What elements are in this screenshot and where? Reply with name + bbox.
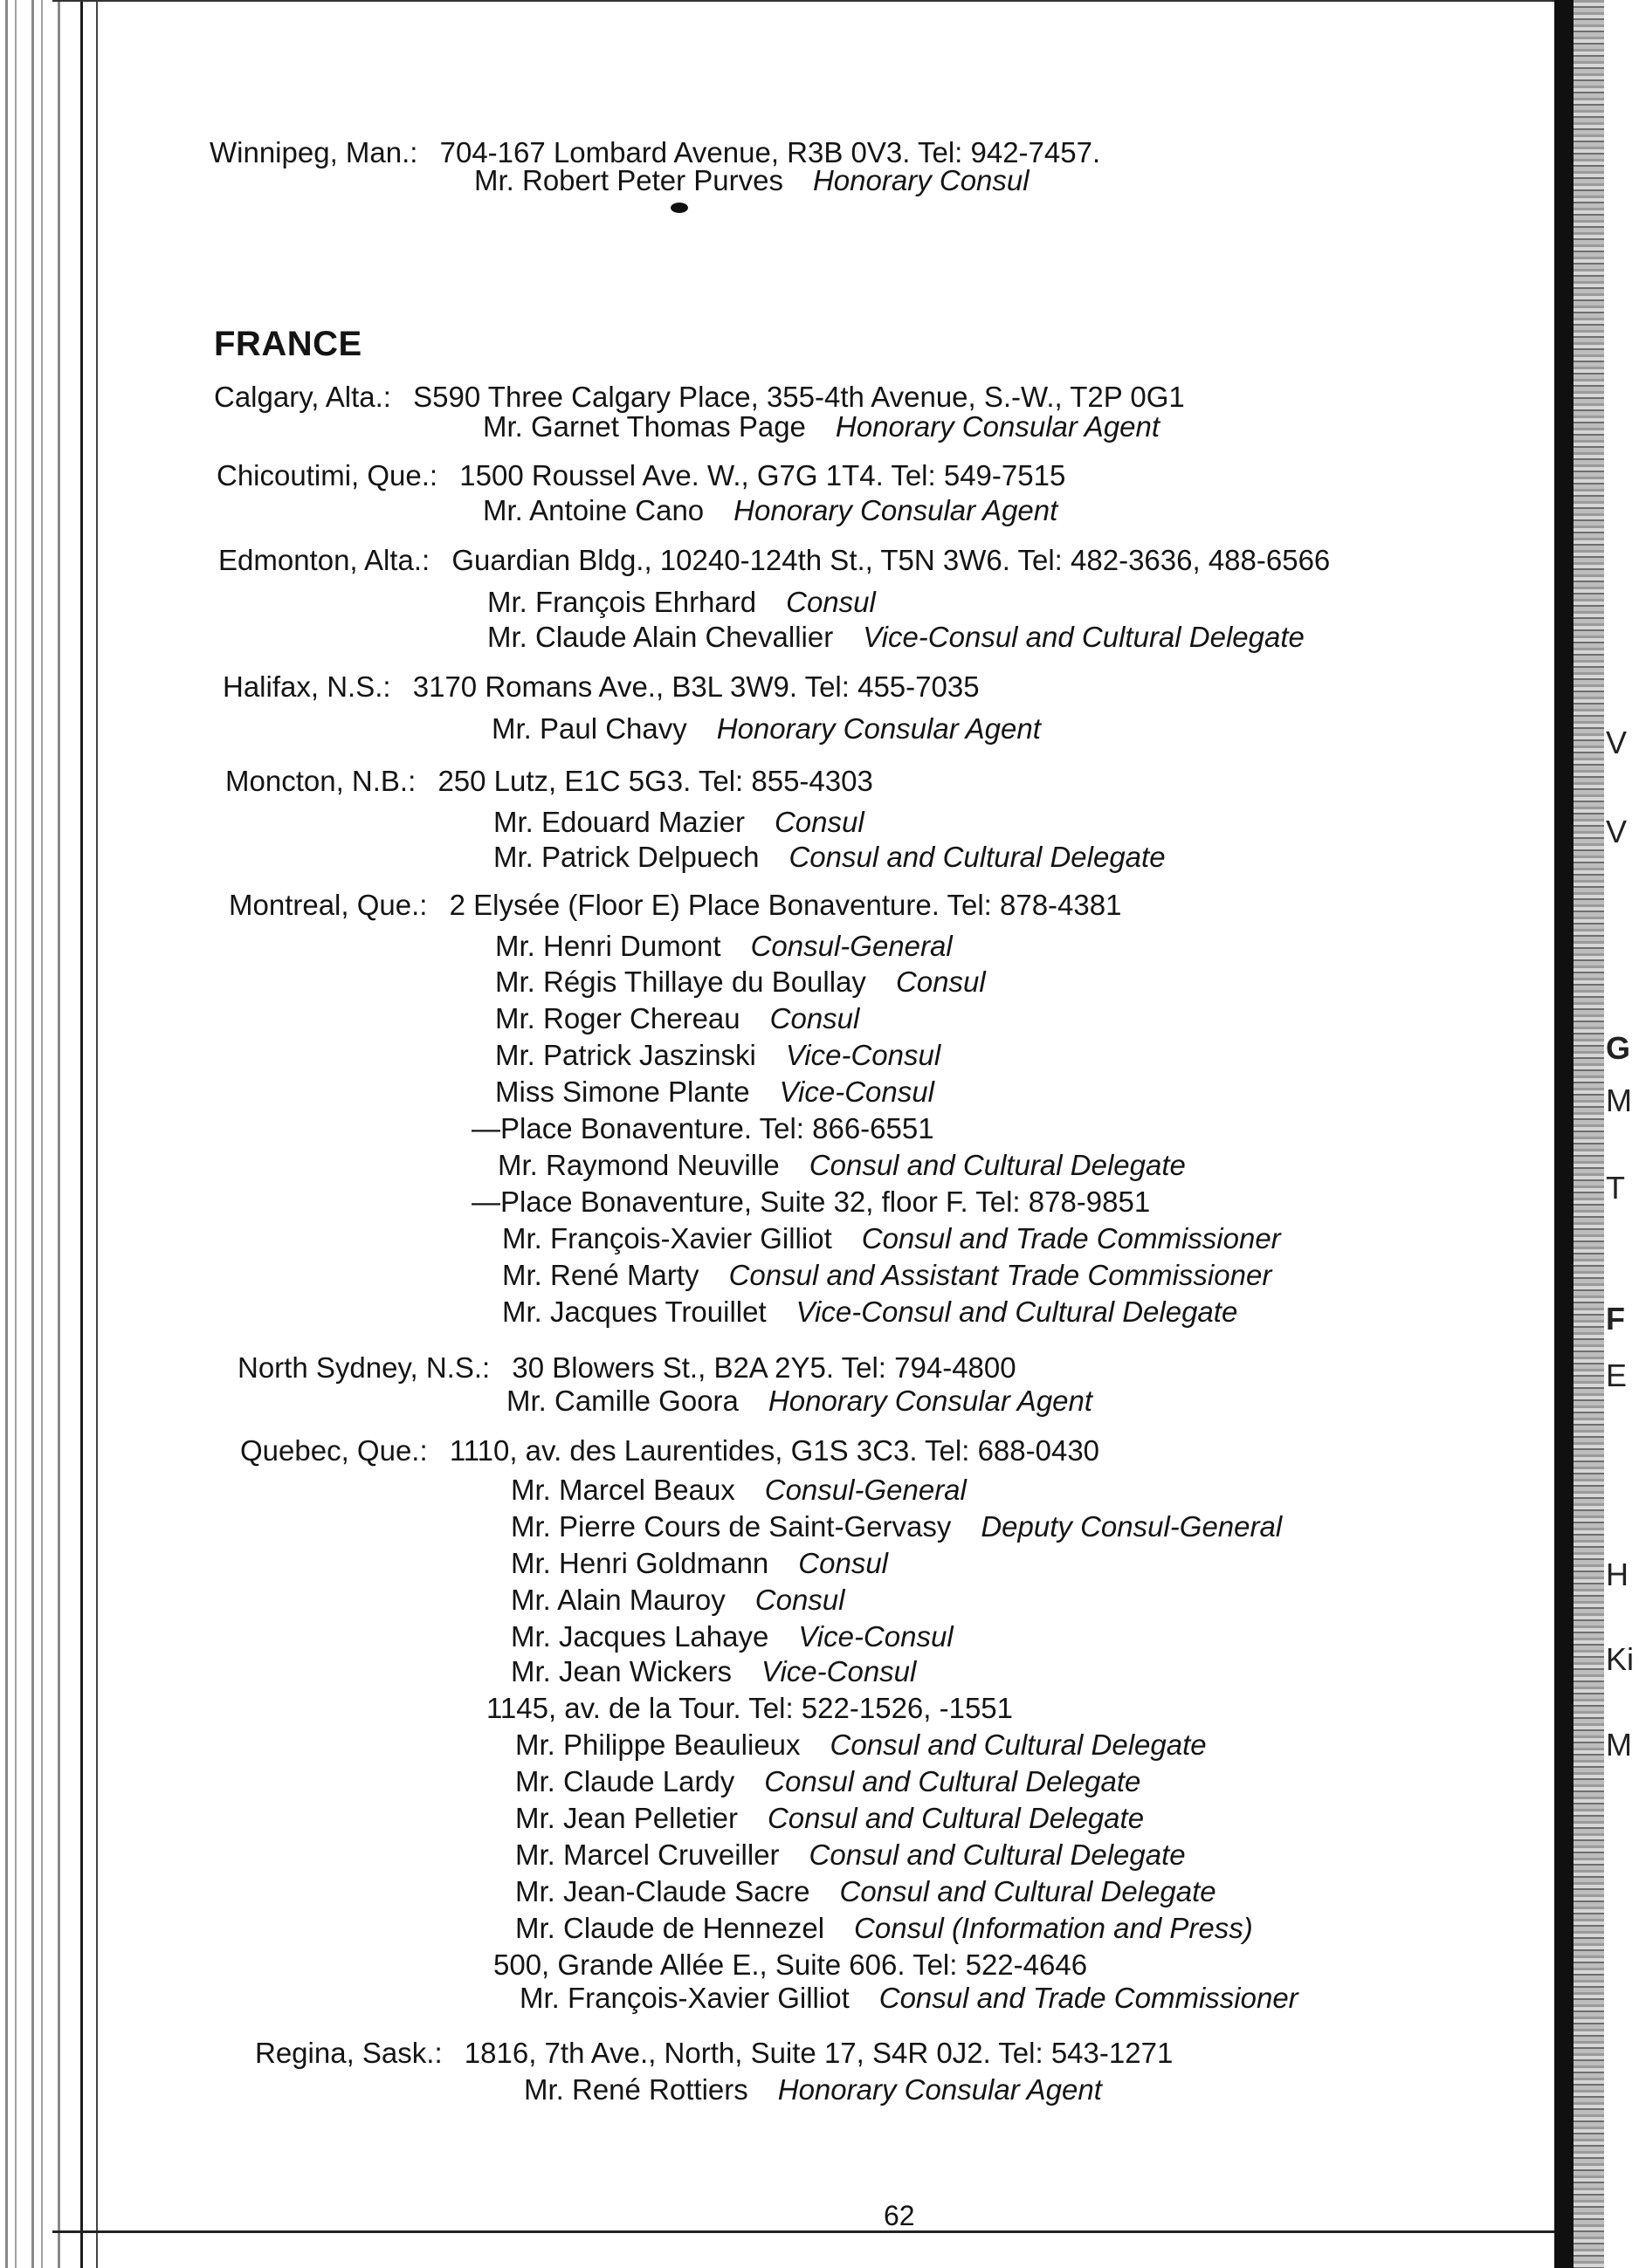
person-title: Consul (Information and Press): [854, 1912, 1253, 1944]
adjacent-page-fragment: V: [1606, 814, 1628, 849]
person-title: Consul and Cultural Delegate: [830, 1728, 1207, 1761]
person-name: Mr. Jacques Trouillet: [502, 1296, 767, 1328]
consulate-entry: [214, 382, 1185, 411]
person-row: [511, 1512, 1282, 1541]
adjacent-page-fragment: G: [1606, 1030, 1631, 1066]
person-title: Consul and Cultural Delegate: [767, 1802, 1145, 1834]
person-name: Mr. Claude Alain Chevallier: [487, 621, 834, 653]
person-title: Consul and Cultural Delegate: [764, 1765, 1141, 1797]
person-name: Mr. Marcel Cruveiller: [515, 1838, 780, 1871]
person-row: [483, 496, 1057, 525]
person-row: [498, 1151, 1186, 1179]
person-name: Mr. Edouard Mazier: [493, 806, 745, 838]
city-label: Calgary, Alta.:: [214, 381, 391, 413]
person-title: Vice-Consul: [779, 1076, 934, 1108]
person-name: Mr. René Marty: [502, 1259, 699, 1291]
person-name: Mr. Claude de Hennezel: [515, 1912, 825, 1944]
person-name: Mr. François-Xavier Gilliot: [520, 1982, 850, 2014]
person-row: [487, 588, 876, 616]
consulate-entry: [217, 461, 1065, 490]
address: 30 Blowers St., B2A 2Y5. Tel: 794-4800: [512, 1351, 1016, 1384]
person-title: Consul and Cultural Delegate: [809, 1838, 1186, 1871]
consulate-entry: [218, 546, 1330, 574]
section-bullet: [671, 203, 688, 213]
person-row: [511, 1622, 954, 1651]
person-name: Mr. Antoine Cano: [483, 494, 705, 526]
sub-address: 1145, av. de la Tour. Tel: 522-1526, -1551: [486, 1692, 1014, 1724]
person-name: Mr. Paul Chavy: [492, 712, 687, 745]
city-label: Montreal, Que.:: [229, 889, 428, 921]
person-row: [506, 1386, 1092, 1415]
address: 1500 Roussel Ave. W., G7G 1T4. Tel: 549-7515: [459, 459, 1066, 491]
person-title: Honorary Consular Agent: [768, 1385, 1093, 1417]
city-label: Winnipeg, Man.:: [210, 136, 418, 168]
person-title: Deputy Consul-General: [981, 1510, 1283, 1543]
person-name: Mr. Jean Wickers: [511, 1655, 733, 1687]
person-row: [515, 1730, 1207, 1759]
person-name: Mr. Patrick Jaszinski: [495, 1039, 756, 1071]
address: S590 Three Calgary Place, 355-4th Avenue, S.-W., T2P 0G1: [413, 381, 1185, 413]
adjacent-page-fragment: T: [1606, 1170, 1625, 1206]
address: 250 Lutz, E1C 5G3. Tel: 855-4303: [437, 765, 873, 797]
person-name: Mr. Jean-Claude Sacre: [515, 1875, 810, 1907]
person-title: Vice-Consul and Cultural Delegate: [863, 621, 1305, 653]
person-title: Consul: [786, 586, 876, 618]
person-title: Honorary Consular Agent: [777, 2073, 1102, 2106]
person-row: [502, 1261, 1271, 1289]
page-number: 62: [884, 2200, 915, 2231]
person-name: Mr. Jacques Lahaye: [511, 1620, 769, 1653]
person-row: [520, 1983, 1298, 2012]
sub-address: —Place Bonaventure. Tel: 866-6551: [472, 1112, 934, 1144]
person-row: [511, 1585, 845, 1614]
sub-address: 500, Grande Allée E., Suite 606. Tel: 522-4646: [493, 1948, 1088, 1981]
adjacent-page-fragment: F: [1606, 1301, 1625, 1337]
person-row: [515, 1840, 1186, 1869]
person-title: Consul: [895, 966, 986, 998]
person-row: [483, 412, 1160, 441]
person-title: Vice-Consul: [785, 1039, 941, 1071]
adjacent-page-fragment: M: [1606, 1082, 1632, 1118]
person-row: [511, 1475, 967, 1504]
adjacent-page-fragment: H: [1606, 1557, 1629, 1592]
person-name: Mr. François Ehrhard: [487, 586, 757, 618]
person-title: Honorary Consular Agent: [733, 494, 1058, 526]
person-title: Consul-General: [764, 1474, 967, 1506]
address: 1816, 7th Ave., North, Suite 17, S4R 0J2. Tel: 543-1271: [464, 2037, 1174, 2069]
adjacent-page-fragment: Ki: [1606, 1641, 1635, 1677]
person-name: Mr. Philippe Beaulieux: [515, 1728, 801, 1761]
person-row: [492, 714, 1041, 743]
person-row: [495, 1041, 940, 1069]
person-name: Mr. Alain Mauroy: [511, 1584, 726, 1616]
city-label: Halifax, N.S.:: [223, 670, 391, 703]
address: Guardian Bldg., 10240-124th St., T5N 3W6. Tel: 482-3636, 488-6566: [451, 544, 1331, 576]
person-row: [495, 931, 953, 960]
person-title: Consul and Trade Commissioner: [878, 1982, 1298, 2014]
city-label: Chicoutimi, Que.:: [217, 459, 438, 491]
person-row: [493, 842, 1166, 871]
sub-address: —Place Bonaventure, Suite 32, floor F. Tel: 878-9851: [472, 1186, 1151, 1218]
person-row: [495, 1004, 859, 1033]
winnipeg-entry: [210, 138, 1100, 167]
person-row: [474, 166, 1030, 195]
person-name: Mr. Raymond Neuville: [498, 1149, 780, 1181]
person-name: Mr. Régis Thillaye du Boullay: [495, 966, 866, 998]
person-row: [502, 1224, 1281, 1253]
person-name: Mr. Patrick Delpuech: [493, 841, 760, 873]
person-row: [524, 2075, 1102, 2104]
person-title: Consul and Trade Commissioner: [861, 1222, 1281, 1254]
person-name: Mr. Robert Peter Purves: [474, 164, 783, 196]
person-row: [511, 1657, 916, 1686]
person-title: Vice-Consul and Cultural Delegate: [795, 1296, 1238, 1328]
person-name: Mr. Marcel Beaux: [511, 1474, 735, 1506]
person-name: Mr. Henri Dumont: [495, 930, 721, 962]
person-row: [515, 1914, 1253, 1942]
person-title: Consul and Cultural Delegate: [839, 1875, 1216, 1907]
adjacent-page-fragment: E: [1606, 1357, 1628, 1393]
city-label: Moncton, N.B.:: [225, 765, 417, 797]
person-row: [502, 1297, 1237, 1326]
person-row: [495, 1077, 934, 1106]
country-heading: FRANCE: [214, 325, 362, 363]
person-title: Consul: [798, 1547, 889, 1579]
person-title: Consul-General: [750, 930, 953, 962]
consulate-entry: [255, 2038, 1173, 2067]
person-name: Mr. Claude Lardy: [515, 1765, 735, 1797]
person-title: Consul: [769, 1002, 860, 1034]
consulate-entry: [225, 766, 873, 795]
consulate-entry: [223, 672, 980, 701]
person-name: Mr. Pierre Cours de Saint-Gervasy: [511, 1510, 952, 1543]
consulate-entry: [229, 890, 1121, 919]
person-title: Consul: [774, 806, 864, 838]
consulate-entry: [240, 1436, 1099, 1465]
person-title: Honorary Consular Agent: [716, 712, 1041, 745]
address: 2 Elysée (Floor E) Place Bonaventure. Tel: 878-4381: [449, 889, 1122, 921]
address: 3170 Romans Ave., B3L 3W9. Tel: 455-7035: [412, 670, 980, 703]
address: 1110, av. des Laurentides, G1S 3C3. Tel: 688-0430: [449, 1434, 1100, 1467]
person-row: [515, 1877, 1216, 1906]
person-row: [511, 1549, 888, 1577]
city-label: Quebec, Que.:: [240, 1434, 428, 1467]
city-label: North Sydney, N.S.:: [238, 1351, 491, 1384]
person-row: [495, 967, 986, 996]
address: 704-167 Lombard Avenue, R3B 0V3. Tel: 942-7457.: [439, 136, 1101, 168]
person-name: Mr. Camille Goora: [506, 1385, 739, 1417]
adjacent-page-fragment: V: [1606, 725, 1628, 760]
person-row: [493, 808, 864, 836]
person-title: Consul and Cultural Delegate: [809, 1149, 1186, 1181]
person-title: Consul and Cultural Delegate: [789, 841, 1166, 873]
person-title: Consul: [754, 1584, 845, 1616]
person-name: Mr. Garnet Thomas Page: [483, 410, 806, 443]
person-name: Mr. Roger Chereau: [495, 1002, 740, 1034]
person-row: [487, 622, 1305, 651]
adjacent-page-fragment: M: [1606, 1727, 1632, 1763]
person-row: [515, 1767, 1140, 1796]
city-label: Edmonton, Alta.:: [218, 544, 430, 576]
person-title: Honorary Consular Agent: [835, 410, 1160, 443]
person-title: Consul and Assistant Trade Commissioner: [728, 1259, 1272, 1291]
city-label: Regina, Sask.:: [255, 2037, 443, 2069]
person-name: Miss Simone Plante: [495, 1076, 750, 1108]
person-row: [515, 1804, 1144, 1832]
consulate-entry: [238, 1353, 1016, 1382]
person-name: Mr. François-Xavier Gilliot: [502, 1222, 832, 1254]
person-title: Vice-Consul: [761, 1655, 917, 1687]
person-name: Mr. Jean Pelletier: [515, 1802, 738, 1834]
person-name: Mr. Henri Goldmann: [511, 1547, 769, 1579]
person-title: Vice-Consul: [798, 1620, 954, 1653]
person-title: Honorary Consul: [812, 164, 1030, 196]
person-name: Mr. René Rottiers: [524, 2073, 748, 2106]
